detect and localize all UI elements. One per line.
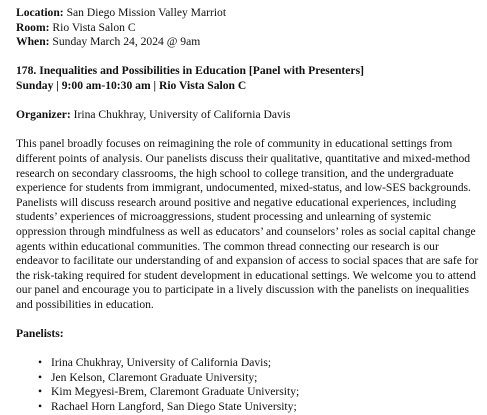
session-title: 178. Inequalities and Possibilities in Education [Panel with Presenters]	[16, 64, 364, 78]
panelist-name: Jen Kelson, Claremont Graduate University;	[51, 370, 258, 384]
bullet-icon: •	[38, 400, 43, 414]
location-label: Location:	[16, 6, 64, 19]
panelist-item	[38, 400, 479, 415]
room-value: Rio Vista Salon C	[49, 20, 136, 34]
organizer-label: Organizer:	[16, 108, 71, 122]
location-line	[16, 6, 479, 21]
bullet-icon: •	[38, 356, 43, 370]
spacer	[16, 312, 479, 327]
location-value: San Diego Mission Valley Marriot	[63, 6, 227, 19]
bullet-icon: •	[38, 385, 43, 399]
panelists-list	[16, 356, 479, 414]
organizer-value: Irina Chukhray, University of California Davis	[70, 108, 291, 122]
spacer	[16, 123, 479, 138]
panelist-item	[38, 371, 479, 386]
panelist-item	[38, 385, 479, 400]
organizer-line	[16, 108, 479, 123]
room-label: Room:	[16, 20, 50, 34]
room-line	[16, 21, 479, 36]
panelist-name: Kim Megyesi-Brem, Claremont Graduate University;	[51, 385, 300, 399]
panelists-heading: Panelists:	[16, 327, 64, 341]
when-label: When:	[16, 35, 50, 49]
panelist-name: Rachael Horn Langford, San Diego State University;	[51, 400, 297, 414]
panelist-item	[38, 356, 479, 371]
spacer	[16, 50, 479, 65]
bullet-icon: •	[38, 370, 43, 384]
abstract-paragraph: This panel broadly focuses on reimagining the role of community in educational settings from different points of analysis. Our panelists discuss their qualitative, quantitative and mixed-method research on secondary classrooms, the high school to college transition, and the undergraduate experience for students from immigrant, undocumented, mixed-status, and low-SES backgrounds. Panelists will discuss research around positive and negative educational experiences, including students’ experiences of microaggressions, student processing and unlearning of systemic oppression through mindfulness as well as educators’ and counselors’ roles as social capital change agents within educational communities. The common thread connecting our research is our endeavor to facilitate our understanding of and expansion of access to social spaces that are safe for the risk-taking required for student development in educational settings. We welcome you to attend our panel and encourage you to participate in a lively discussion with the panelists on inequalities and possibilities in education.	[16, 137, 479, 311]
spacer	[16, 94, 479, 109]
spacer	[16, 342, 479, 357]
when-value: Sunday March 24, 2024 @ 9am	[49, 35, 201, 49]
session-time: Sunday | 9:00 am-10:30 am | Rio Vista Salon C	[16, 78, 247, 92]
panelist-name: Irina Chukhray, University of California Davis;	[51, 356, 272, 370]
when-line	[16, 35, 479, 50]
